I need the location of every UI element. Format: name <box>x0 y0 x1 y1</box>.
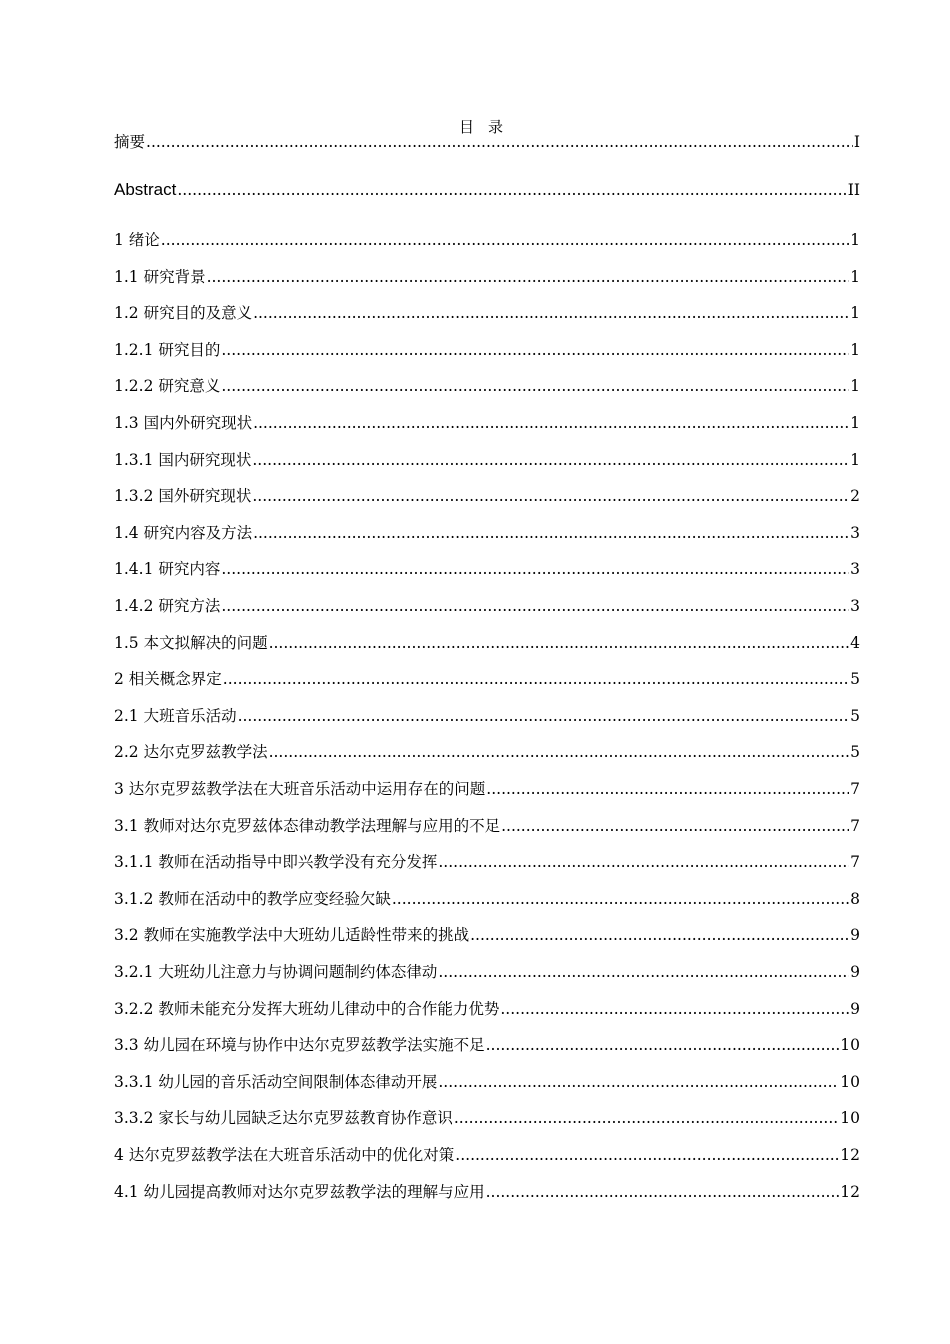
toc-entry-page-number: 3 <box>850 523 860 542</box>
toc-entry[interactable] <box>114 266 860 288</box>
toc-entry-label: 4 达尔克罗兹教学法在大班音乐活动中的优化对策 <box>114 1146 455 1164</box>
toc-entry-label: 1.1 研究背景 <box>114 267 206 286</box>
toc-entry[interactable] <box>114 449 860 471</box>
toc-entry-label: 3.1.2 教师在活动中的教学应变经验欠缺 <box>114 889 391 908</box>
toc-entry-page-number: 9 <box>850 999 860 1018</box>
toc-entry-label: 4.1 幼儿园提高教师对达尔克罗兹教学法的理解与应用 <box>114 1182 485 1201</box>
toc-dot-leader <box>177 179 846 201</box>
toc-entry[interactable] <box>114 595 860 617</box>
toc-dot-leader <box>455 1144 839 1166</box>
toc-entry-label: 3.3 幼儿园在环境与协作中达尔克罗兹教学法实施不足 <box>114 1036 485 1055</box>
toc-dot-leader <box>438 1071 839 1093</box>
toc-entry-label: 1.4.1 研究内容 <box>114 560 221 579</box>
toc-entry[interactable] <box>114 558 860 580</box>
toc-dot-leader <box>146 131 853 153</box>
toc-dot-leader <box>438 961 849 983</box>
toc-entry[interactable] <box>114 851 860 873</box>
toc-entry[interactable] <box>114 815 860 837</box>
toc-entry-page-number: II <box>847 181 860 199</box>
toc-dot-leader <box>221 558 849 580</box>
toc-dot-leader <box>207 266 850 288</box>
toc-dot-leader <box>161 229 849 251</box>
toc-entry[interactable] <box>114 1034 860 1056</box>
toc-entry-page-number: 10 <box>840 1072 860 1091</box>
toc-entry-page-number: 5 <box>850 706 860 725</box>
toc-entry[interactable] <box>114 778 860 800</box>
toc-entry-page-number: 7 <box>850 816 860 835</box>
toc-entry-label: 1.4.2 研究方法 <box>114 597 221 615</box>
toc-dot-leader <box>500 998 849 1020</box>
toc-dot-leader <box>470 924 849 946</box>
toc-entry-page-number: 3 <box>850 597 860 615</box>
toc-dot-leader <box>252 449 849 471</box>
toc-entry-page-number: 1 <box>850 414 860 432</box>
toc-entry[interactable] <box>114 339 860 361</box>
toc-entry[interactable] <box>114 888 860 910</box>
toc-entry[interactable] <box>114 1181 860 1203</box>
toc-entry-label: 3.2.1 大班幼儿注意力与协调问题制约体态律动 <box>114 963 438 981</box>
toc-entry-label: Abstract <box>114 180 177 199</box>
toc-dot-leader <box>253 412 849 434</box>
toc-entry-label: 3.3.2 家长与幼儿园缺乏达尔克罗兹教育协作意识 <box>114 1109 453 1128</box>
toc-entry-page-number: 9 <box>850 926 860 945</box>
toc-entry-page-number: 5 <box>850 670 860 689</box>
toc-dot-leader <box>486 1034 840 1056</box>
toc-entry-label: 1.2 研究目的及意义 <box>114 304 253 323</box>
toc-entry-page-number: I <box>853 133 860 151</box>
toc-entry[interactable] <box>114 998 860 1020</box>
toc-entry[interactable] <box>114 668 860 690</box>
toc-entry-page-number: 1 <box>850 267 860 286</box>
toc-entry-label: 3.2 教师在实施教学法中大班幼儿适龄性带来的挑战 <box>114 926 470 945</box>
toc-entry-page-number: 7 <box>850 853 860 872</box>
toc-entry-page-number: 3 <box>850 560 860 579</box>
toc-dot-leader <box>269 632 850 654</box>
toc-entry-label: 2.2 达尔克罗兹教学法 <box>114 743 268 762</box>
toc-entry-page-number: 12 <box>840 1146 860 1164</box>
toc-dot-leader <box>454 1107 839 1129</box>
toc-entry[interactable] <box>114 229 860 251</box>
toc-dot-leader <box>501 815 849 837</box>
toc-entry-page-number: 1 <box>850 377 860 396</box>
toc-entry-page-number: 7 <box>850 780 860 798</box>
toc-entry-label: 3 达尔克罗兹教学法在大班音乐活动中运用存在的问题 <box>114 780 486 798</box>
toc-entry-label: 1.4 研究内容及方法 <box>114 523 253 542</box>
toc-dot-leader <box>253 302 849 324</box>
toc-entry-page-number: 4 <box>850 633 860 652</box>
toc-title: 目录 <box>458 118 517 136</box>
toc-dot-leader <box>392 888 849 910</box>
toc-entry-page-number: 1 <box>850 304 860 323</box>
toc-entry-page-number: 12 <box>840 1182 860 1201</box>
toc-dot-leader <box>252 485 849 507</box>
toc-entry-label: 3.3.1 幼儿园的音乐活动空间限制体态律动开展 <box>114 1072 438 1091</box>
toc-entry-label: 1 绪论 <box>114 231 160 249</box>
toc-entry[interactable] <box>114 522 860 544</box>
toc-dot-leader <box>221 339 849 361</box>
toc-dot-leader <box>238 705 850 727</box>
toc-entry-label: 摘要 <box>114 133 146 151</box>
toc-dot-leader <box>438 851 849 873</box>
toc-entry[interactable] <box>114 375 860 397</box>
toc-dot-leader <box>253 522 849 544</box>
toc-entry[interactable] <box>114 961 860 983</box>
toc-entry-page-number: 8 <box>850 889 860 908</box>
toc-dot-leader <box>486 1181 840 1203</box>
toc-entry[interactable] <box>114 302 860 324</box>
toc-entry-page-number: 5 <box>850 743 860 762</box>
toc-entry-label: 3.1 教师对达尔克罗兹体态律动教学法理解与应用的不足 <box>114 816 501 835</box>
toc-entry-page-number: 10 <box>840 1036 860 1055</box>
toc-entry-page-number: 1 <box>850 231 860 249</box>
toc-entry[interactable] <box>114 1071 860 1093</box>
toc-entry-page-number: 1 <box>850 450 860 469</box>
toc-dot-leader <box>221 595 849 617</box>
toc-entry[interactable] <box>114 1107 860 1129</box>
toc-entry-label: 3.1.1 教师在活动指导中即兴教学没有充分发挥 <box>114 853 438 872</box>
toc-entry[interactable] <box>114 1144 860 1166</box>
toc-entry-page-number: 9 <box>850 963 860 981</box>
toc-entry-label: 1.5 本文拟解决的问题 <box>114 633 268 652</box>
toc-entry-label: 1.2.2 研究意义 <box>114 377 221 396</box>
toc-entry-page-number: 10 <box>840 1109 860 1128</box>
toc-entry-page-number: 2 <box>850 487 860 506</box>
toc-entry[interactable] <box>114 179 860 201</box>
toc-dot-leader <box>221 375 849 397</box>
toc-entry[interactable] <box>114 632 860 654</box>
toc-entry[interactable] <box>114 412 860 434</box>
toc-entry-label: 3.2.2 教师未能充分发挥大班幼儿律动中的合作能力优势 <box>114 999 500 1018</box>
toc-entry[interactable] <box>114 741 860 763</box>
toc-entry-label: 1.2.1 研究目的 <box>114 340 221 359</box>
toc-entry-label: 2.1 大班音乐活动 <box>114 706 237 725</box>
toc-entry-label: 2 相关概念界定 <box>114 670 222 689</box>
toc-entry-label: 1.3.1 国内研究现状 <box>114 450 252 469</box>
toc-entry[interactable] <box>114 131 860 153</box>
toc-dot-leader <box>269 741 850 763</box>
toc-entry[interactable] <box>114 705 860 727</box>
toc-dot-leader <box>223 668 849 690</box>
toc-entry[interactable] <box>114 924 860 946</box>
toc-entry[interactable] <box>114 485 860 507</box>
toc-entry-page-number: 1 <box>850 340 860 359</box>
toc-entry-label: 1.3.2 国外研究现状 <box>114 487 252 506</box>
toc-dot-leader <box>486 778 849 800</box>
toc-entry-label: 1.3 国内外研究现状 <box>114 414 253 432</box>
